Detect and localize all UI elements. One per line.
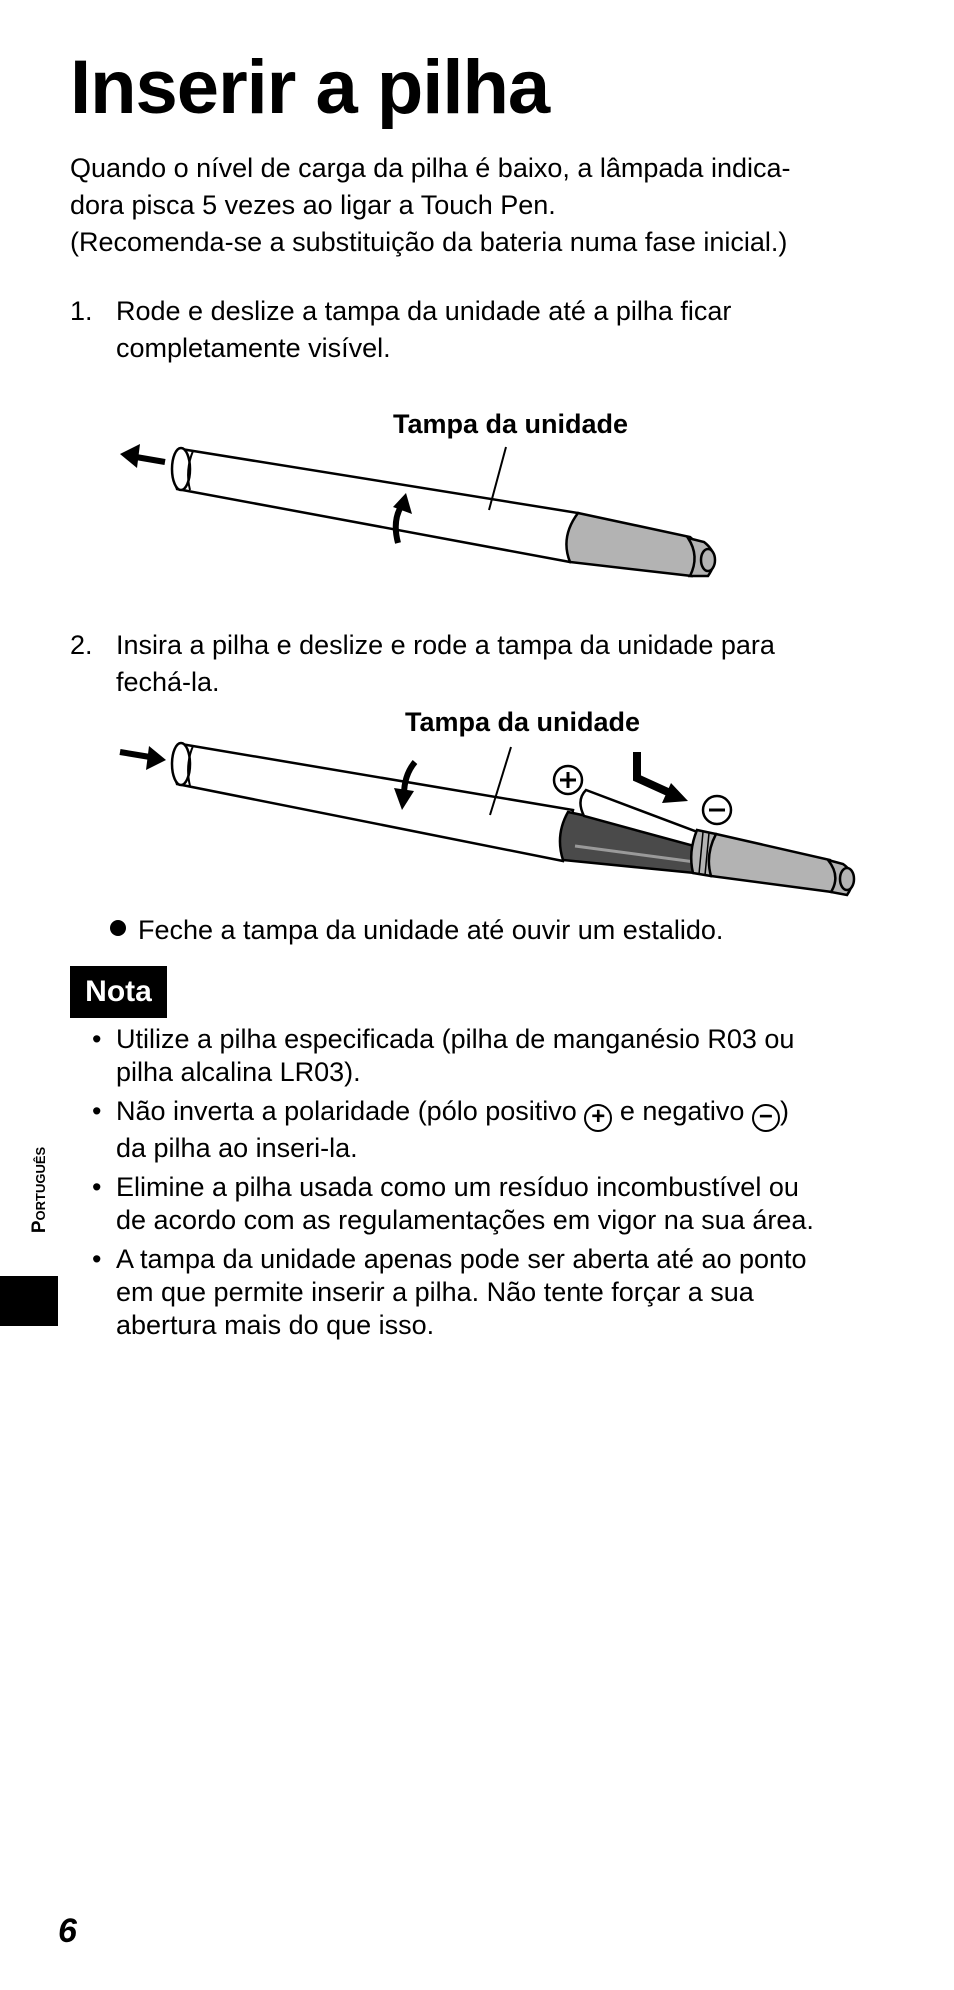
note-line: da pilha ao inseri-la. bbox=[116, 1133, 358, 1163]
note-text: Não inverta a polaridade (pólo positivo bbox=[116, 1096, 577, 1126]
intro-paragraph bbox=[70, 150, 870, 261]
bullet-text: Feche a tampa da unidade até ouvir um estalido. bbox=[138, 915, 724, 945]
step-number: 1. bbox=[70, 296, 93, 326]
language-tab-marker bbox=[0, 1276, 58, 1326]
pen-body bbox=[172, 448, 715, 576]
page-title: Inserir a pilha bbox=[70, 45, 550, 130]
page-number: 6 bbox=[58, 1912, 77, 1950]
plus-icon: + bbox=[584, 1104, 612, 1132]
note-line: Elimine a pilha usada como um resíduo incombustível ou bbox=[116, 1172, 799, 1202]
intro-line: Quando o nível de carga da pilha é baixo, a lâmpada indica- bbox=[70, 153, 791, 183]
intro-line: dora pisca 5 vezes ao ligar a Touch Pen. bbox=[70, 190, 556, 220]
note-line: pilha alcalina LR03). bbox=[116, 1057, 361, 1087]
unit-cover-callout: Tampa da unidade bbox=[405, 707, 641, 737]
notes-list bbox=[70, 1023, 890, 1348]
pen-body bbox=[172, 743, 854, 895]
slide-arrow-icon bbox=[120, 746, 166, 770]
step-number: 2. bbox=[70, 630, 93, 660]
pen-open-illustration bbox=[0, 440, 954, 600]
step-text-line: fechá-la. bbox=[116, 667, 220, 697]
language-label: Português bbox=[29, 1146, 50, 1234]
insert-arrow-icon bbox=[637, 752, 688, 803]
note-line: Utilize a pilha especificada (pilha de manganésio R03 ou bbox=[116, 1024, 795, 1054]
note-line: em que permite inserir a pilha. Não tente forçar a sua bbox=[116, 1277, 754, 1307]
minus-icon bbox=[703, 796, 731, 824]
plus-icon bbox=[554, 766, 582, 794]
note-text: ) bbox=[779, 1096, 789, 1126]
note-line bbox=[116, 1095, 890, 1132]
note-line: A tampa da unidade apenas pode ser aberta até ao ponto bbox=[116, 1244, 807, 1274]
pen-insert-illustration bbox=[0, 738, 954, 898]
note-line: de acordo com as regulamentações em vigor na sua área. bbox=[116, 1205, 814, 1235]
close-cover-bullet bbox=[110, 912, 723, 949]
note-item bbox=[70, 1171, 890, 1237]
step-text-line: Rode e deslize a tampa da unidade até a pilha ficar bbox=[116, 296, 732, 326]
minus-icon: − bbox=[752, 1104, 780, 1132]
nota-heading: Nota bbox=[70, 966, 167, 1018]
bullet-icon: • bbox=[92, 1244, 102, 1274]
note-line: abertura mais do que isso. bbox=[116, 1310, 435, 1340]
step-text-line: Insira a pilha e deslize e rode a tampa da unidade para bbox=[116, 630, 775, 660]
note-item bbox=[70, 1243, 890, 1342]
note-item bbox=[70, 1023, 890, 1089]
note-text: e negativo bbox=[619, 1096, 745, 1126]
note-item bbox=[70, 1095, 890, 1165]
bullet-icon: • bbox=[92, 1096, 102, 1126]
bullet-dot-icon bbox=[110, 920, 126, 936]
unit-cover-callout: Tampa da unidade bbox=[393, 409, 629, 439]
bullet-icon: • bbox=[92, 1172, 102, 1202]
intro-line: (Recomenda-se a substituição da bateria numa fase inicial.) bbox=[70, 227, 788, 257]
slide-arrow-icon bbox=[120, 444, 165, 468]
bullet-icon: • bbox=[92, 1024, 102, 1054]
step-text-line: completamente visível. bbox=[116, 333, 391, 363]
